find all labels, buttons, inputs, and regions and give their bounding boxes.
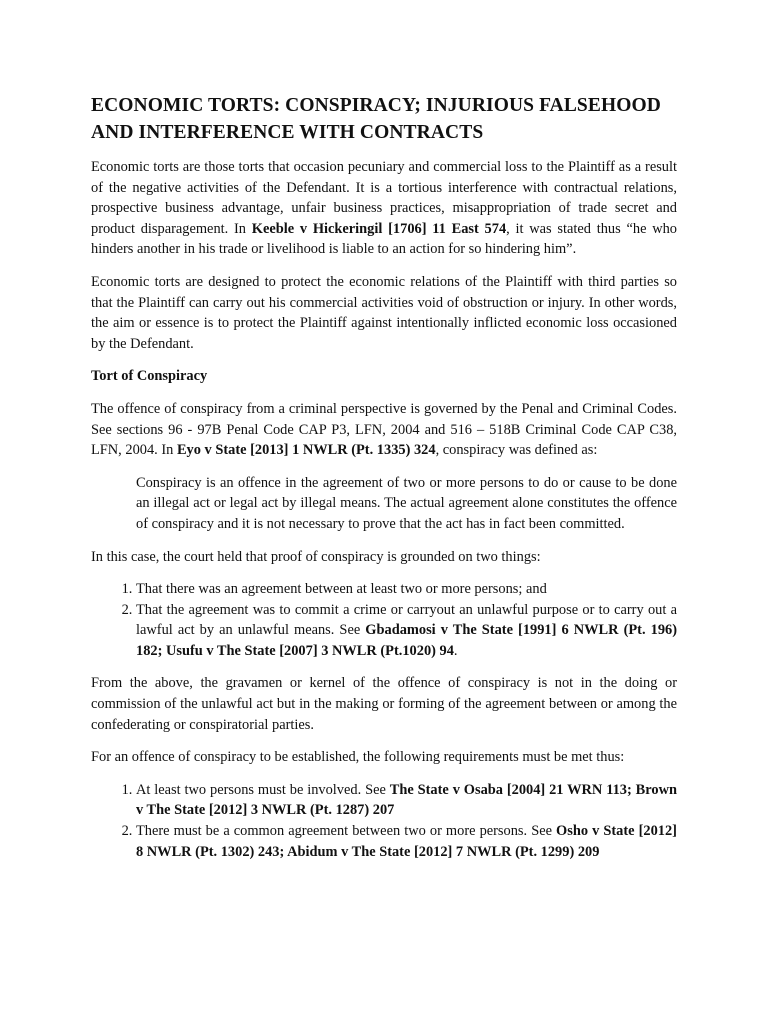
block-quote-definition: Conspiracy is an offence in the agreement of two or more persons to do or cause to be done an illegal act or legal act by illegal means. The actual agreement alone constitutes the offence of conspiracy and it is not necessary to prove that the act has in fact been committed. — [136, 474, 677, 532]
paragraph-text: , it was stated thus “he who hinders another in his trade or livelihood is liable to an action for so hindering him”. — [91, 220, 677, 258]
paragraph-gravamen: From the above, the gravamen or kernel of the offence of conspiracy is not in the doing or commission of the unlawful act but in the making or forming of the agreement between or among the confederating or conspiratorial parties. — [91, 675, 677, 733]
case-citation: Osho v State [2012] 8 NWLR (Pt. 1302) 243; Abidum v The State [2012] 7 NWLR (Pt. 1299) 209 — [136, 823, 677, 860]
list-item — [136, 579, 677, 600]
list-item-text: That there was an agreement between at least two or more persons; and — [136, 581, 547, 598]
list-item — [136, 780, 677, 821]
paragraph-purpose: Economic torts are designed to protect the economic relations of the Plaintiff with third parties so that the Plaintiff can carry out his commercial activities void of obstruction or injury. In other words, the aim or essence is to protect the Plaintiff against intentionally inflicted economic loss occasioned by the Defendant. — [91, 273, 677, 352]
document-title: ECONOMIC TORTS: CONSPIRACY; INJURIOUS FALSEHOOD AND INTERFERENCE WITH CONTRACTS — [91, 95, 661, 143]
case-citation: Keeble v Hickeringil [1706] 11 East 574 — [251, 220, 507, 237]
case-citation: The State v Osaba [2004] 21 WRN 113; Brown v The State [2012] 3 NWLR (Pt. 1287) 207 — [136, 781, 677, 819]
list-item — [136, 821, 677, 862]
list-item — [136, 600, 677, 662]
list-item-text: At least two persons must be involved. See — [136, 781, 390, 798]
section-heading-conspiracy: Tort of Conspiracy — [91, 368, 208, 385]
list-item-text: . — [453, 642, 458, 659]
list-item-text: There must be a common agreement between two or more persons. See — [136, 823, 557, 840]
conspiracy-requirements-list — [91, 780, 677, 862]
case-citation: Eyo v State [2013] 1 NWLR (Pt. 1335) 324 — [176, 442, 436, 459]
case-citation: Gbadamosi v The State [1991] 6 NWLR (Pt. 196) 182; Usufu v The State [2007] 3 NWLR (Pt.1020) 94 — [136, 622, 677, 659]
paragraph-text: , conspiracy was defined as: — [435, 442, 598, 459]
list-item-text: That the agreement was to commit a crime or carryout an unlawful purpose or to carry out a lawful act by an unlawful means. See — [136, 601, 677, 639]
paragraph-definition — [91, 157, 677, 260]
document-body — [91, 92, 677, 874]
paragraph-text: The offence of conspiracy from a criminal perspective is governed by the Penal and Criminal Codes. See sections 96 - 97B Penal Code CAP P3, LFN, 2004 and 516 – 518B Criminal Code CAP C38, LFN, 2004. In — [91, 400, 677, 459]
paragraph-proof-intro: In this case, the court held that proof of conspiracy is grounded on two things: — [91, 548, 541, 565]
paragraph-text: Economic torts are those torts that occasion pecuniary and commercial loss to the Plaintiff as a result of the negative activities of the Defendant. It is a tortious interference with contractual relations, prospective business advantage, unfair business practices, misappropriation of trade secret and product disparagement. In — [91, 159, 677, 237]
proof-requirements-list — [91, 579, 677, 661]
paragraph-requirements-intro: For an offence of conspiracy to be established, the following requirements must be met thus: — [91, 749, 625, 766]
paragraph-criminal-perspective — [91, 399, 677, 461]
